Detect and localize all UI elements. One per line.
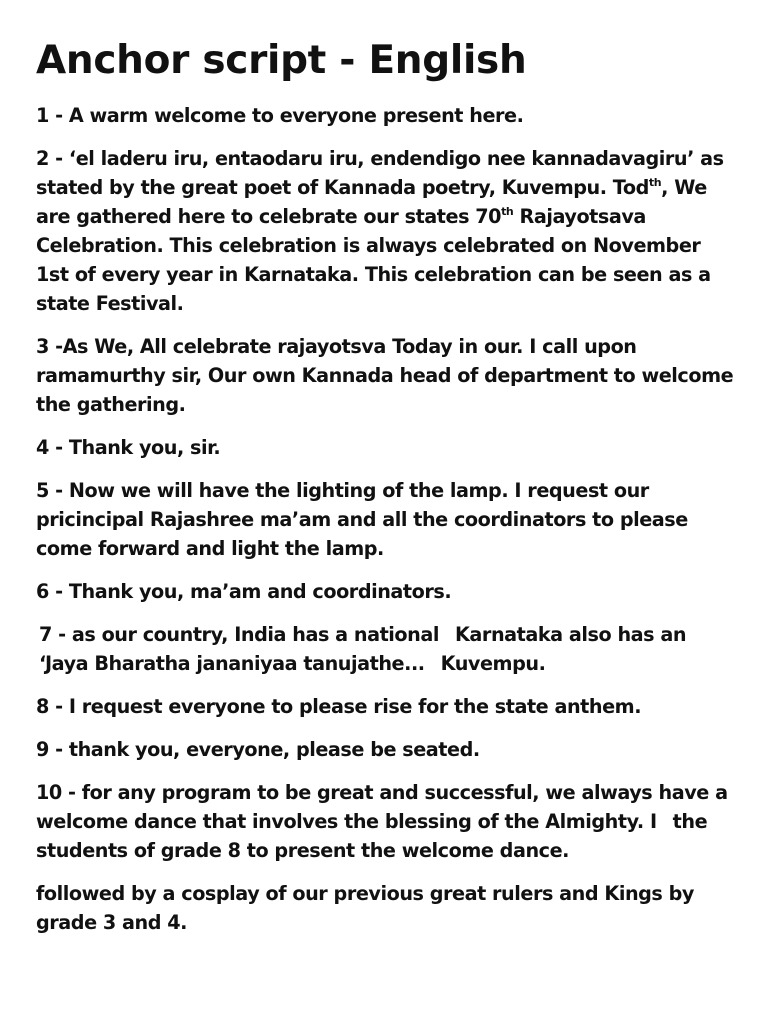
paragraph-7-text-a: 7 - as our country, India has a national [39,623,440,646]
paragraph-2-sup-1: th [648,176,662,189]
paragraph-3: 3 -As We, All celebrate rajayotsva Today in our. I call upon ramamurthy sir, Our own Kannada head of department to welcome the gathering. [36,335,734,416]
paragraph-4: 4 - Thank you, sir. [36,436,221,459]
paragraph-2-text-a: 2 - ‘el laderu iru, entaodaru iru, endendigo nee kannadavagiru’ as stated by the great poet of Kannada poetry, Kuvempu. Tod [36,147,724,199]
paragraph-10 [36,778,736,865]
paragraph-11: followed by a cosplay of our previous great rulers and Kings by grade 3 and 4. [36,882,694,934]
paragraph-10-text-b: the students of grade 8 to present the welcome dance. [36,810,708,862]
paragraph-1: 1 - A warm welcome to everyone present here. [36,104,524,127]
paragraph-6: 6 - Thank you, ma’am and coordinators. [36,580,452,603]
document-page [36,36,736,951]
paragraph-7-text-b: Karnataka also has an ‘Jaya Bharatha jananiyaa tanujathe... [39,623,687,675]
paragraph-2-text-b: , We are gathered here to celebrate our states 70 [36,176,707,228]
paragraph-2-sup-2: th [501,205,514,218]
paragraph-7 [36,620,736,678]
page-title: Anchor script - English [36,38,527,83]
paragraph-9: 9 - thank you, everyone, please be seated. [36,738,480,761]
paragraph-2-text-c: Rajayotsava Celebration. This celebration is always celebrated on November 1st of every year in Karnataka. This celebration can be seen as a state Festival. [36,205,711,315]
paragraph-10-text-a: 10 - for any program to be great and successful, we always have a welcome dance that involves the blessing of the Almighty. I [36,781,728,833]
paragraph-8: 8 - I request everyone to please rise for the state anthem. [36,695,642,718]
paragraph-5: 5 - Now we will have the lighting of the lamp. I request our pricincipal Rajashree ma’am and all the coordinators to please come forward and light the lamp. [36,479,688,560]
paragraph-7-text-c: Kuvempu. [440,652,546,675]
paragraph-2 [36,144,736,318]
